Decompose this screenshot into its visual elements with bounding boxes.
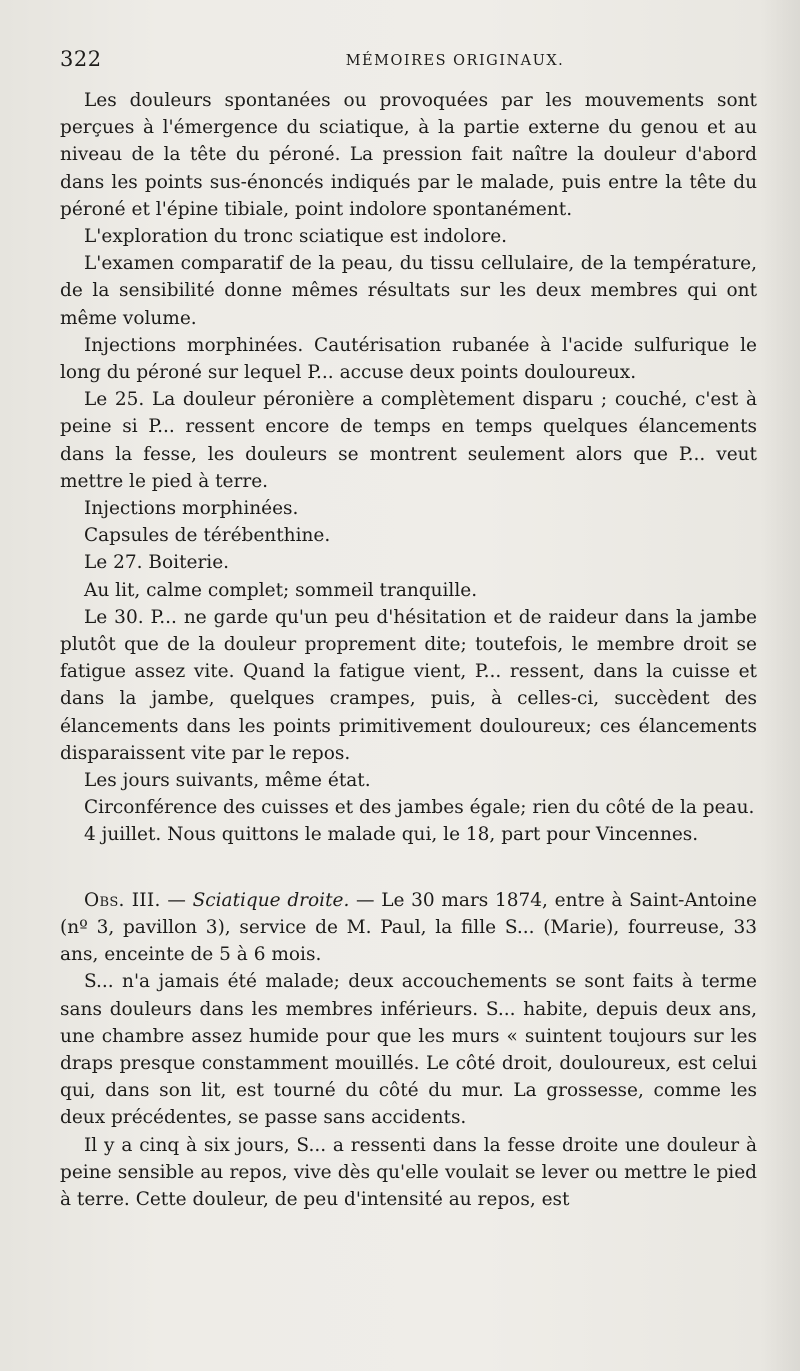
paragraph: Le 30. P... ne garde qu'un peu d'hésitation et de raideur dans la jambe plutôt que de la douleur proprement dite; toutefois, le membre droit se fatigue assez vite. Quand la fatigue vient, P... ressent, dans la cuisse et dans la jambe, quelques crampes, puis, à celles-ci, succèdent des élancements dans les points primitivement douloureux; ces élancements disparaissent vite par le repos. <box>60 606 757 764</box>
observation-label: Obs. III. <box>84 889 161 911</box>
paragraph: Au lit, calme complet; sommeil tranquille. <box>84 579 478 601</box>
body-text <box>60 87 757 1213</box>
paragraph: Injections morphinées. Cautérisation rubanée à l'acide sulfurique le long du péroné sur lequel P... accuse deux points douloureux. <box>60 334 757 384</box>
paragraph: Capsules de térébenthine. <box>84 525 331 547</box>
paragraph: L'exploration du tronc sciatique est indolore. <box>84 226 508 248</box>
observation-title: Sciatique droite. <box>192 889 350 911</box>
observation-dash: — <box>160 889 193 911</box>
paragraph: 4 juillet. Nous quittons le malade qui, le 18, part pour Vincennes. <box>84 824 699 846</box>
observation-text: — Le 30 mars 1874, entre à Saint-Antoine (nº 3, pavillon 3), service de M. Paul, la fille S... (Marie), fourreuse, 33 ans, enceinte de 5 à 6 mois. <box>60 889 757 966</box>
page-header <box>60 44 760 74</box>
section-gap <box>60 849 757 887</box>
paragraph: Les douleurs spontanées ou provoquées par les mouvements sont perçues à l'émergence du sciatique, à la partie externe du genou et au niveau de la tête du péroné. La pression fait naître la douleur d'abord dans les points sus-énoncés indiqués par le malade, puis entre la tête du péroné et l'épine tibiale, point indolore spontanément. <box>60 90 757 220</box>
paragraph: Le 25. La douleur péronière a complètement disparu ; couché, c'est à peine si P... ressent encore de temps en temps quelques élancements dans la fesse, les douleurs se montrent seulement alors que P... veut mettre le pied à terre. <box>60 389 757 492</box>
paragraph: Circonférence des cuisses et des jambes égale; rien du côté de la peau. <box>84 797 755 819</box>
running-title: MÉMOIRES ORIGINAUX. <box>345 53 565 69</box>
paragraph: Injections morphinées. <box>84 498 299 520</box>
page-number: 322 <box>60 47 102 71</box>
observation-heading-paragraph <box>60 887 757 969</box>
paragraph: Les jours suivants, même état. <box>84 770 371 792</box>
paragraph: L'examen comparatif de la peau, du tissu cellulaire, de la température, de la sensibilité donne mêmes résultats sur les deux membres qui ont même volume. <box>60 253 757 329</box>
paragraph: Il y a cinq à six jours, S... a ressenti dans la fesse droite une douleur à peine sensible au repos, vive dès qu'elle voulait se lever ou mettre le pied à terre. Cette douleur, de peu d'intensité au repos, est <box>60 1134 757 1210</box>
paragraph: Le 27. Boiterie. <box>84 552 230 574</box>
paragraph: S... n'a jamais été malade; deux accouchements se sont faits à terme sans douleurs dans les membres inférieurs. S... habite, depuis deux ans, une chambre assez humide pour que les murs « suintent toujours sur les draps presque constamment mouillés. Le côté droit, douloureux, est celui qui, dans son lit, est tourné du côté du mur. La grossesse, comme les deux précédentes, se passe sans accidents. <box>60 971 757 1129</box>
